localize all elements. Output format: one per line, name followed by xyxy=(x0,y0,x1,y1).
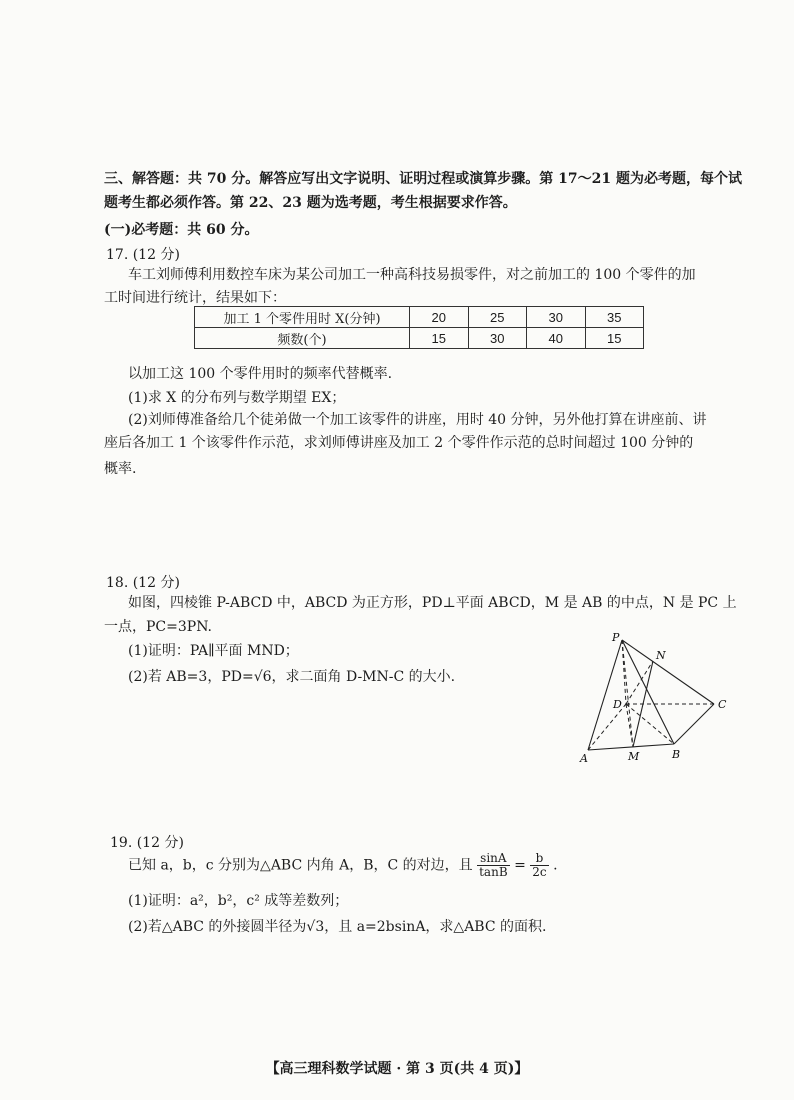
section-heading-line1: 三、解答题：共 70 分。解答应写出文字说明、证明过程或演算步骤。第 17～21 题为必考题，每个试 xyxy=(104,171,742,187)
q17-part2-line1: (2)刘师傅准备给几个徒弟做一个加工该零件的讲座，用时 40 分钟，另外他打算在讲座前、讲 xyxy=(128,412,707,428)
table-row xyxy=(195,328,644,349)
table-cell: 15 xyxy=(585,328,644,349)
q19-line1 xyxy=(128,852,558,879)
label-D: D xyxy=(613,698,622,711)
table-row xyxy=(195,307,644,328)
fraction-denominator: 2c xyxy=(532,865,547,879)
table-cell: 35 xyxy=(585,307,644,328)
label-N: N xyxy=(656,649,666,662)
pyramid-figure xyxy=(578,632,748,768)
q18-part2: (2)若 AB=3，PD=√6，求二面角 D-MN-C 的大小. xyxy=(128,669,456,685)
q17-part1: (1)求 X 的分布列与数学期望 EX； xyxy=(128,390,346,406)
label-C: C xyxy=(718,698,727,711)
required-subheading: (一)必考题：共 60 分。 xyxy=(104,222,259,238)
q17-part2-line2: 座后各加工 1 个该零件作示范，求刘师傅讲座及加工 2 个零件作示范的总时间超过 100 分钟的 xyxy=(104,435,694,451)
fraction-sinA-tanB xyxy=(477,852,510,879)
fraction-numerator: sinA xyxy=(477,852,510,866)
q17-number: 17. (12 分) xyxy=(106,247,180,263)
label-P: P xyxy=(612,632,620,644)
label-B: B xyxy=(672,748,681,761)
table-header-count: 频数(个) xyxy=(195,328,410,349)
segment-DB xyxy=(626,704,674,744)
q17-line2: 工时间进行统计，结果如下： xyxy=(104,290,286,306)
section-heading-line2: 题考生都必须作答。第 22、23 题为选考题，考生根据要求作答。 xyxy=(104,195,517,211)
q19-line1-end: . xyxy=(553,857,558,874)
table-cell: 20 xyxy=(410,307,469,328)
segment-PM xyxy=(622,640,633,747)
page-footer: 【高三理科数学试题 · 第 3 页(共 4 页)】 xyxy=(265,1061,529,1077)
equals-sign: = xyxy=(514,857,526,874)
q17-frequency-table xyxy=(194,306,644,349)
table-cell: 25 xyxy=(468,307,527,328)
label-A: A xyxy=(580,752,588,765)
q18-number: 18. (12 分) xyxy=(106,575,180,591)
table-cell: 30 xyxy=(527,307,586,328)
q17-line3: 以加工这 100 个零件用时的频率代替概率. xyxy=(128,366,393,382)
fraction-numerator: b xyxy=(530,852,548,866)
fraction-b-2c xyxy=(530,852,548,879)
edge-PA xyxy=(588,640,622,750)
table-cell: 15 xyxy=(410,328,469,349)
q19-number: 19. (12 分) xyxy=(110,835,184,851)
fraction-denominator: tanB xyxy=(479,865,508,879)
q19-part2: (2)若△ABC 的外接圆半径为√3，且 a=2bsinA，求△ABC 的面积. xyxy=(128,919,547,935)
q17-part2-line3: 概率. xyxy=(104,461,137,477)
q18-line2: 一点，PC=3PN. xyxy=(104,619,212,635)
q19-part1: (1)证明：a²，b²，c² 成等差数列； xyxy=(128,893,349,909)
edge-PC xyxy=(622,640,714,704)
segment-DN xyxy=(626,661,653,704)
table-header-time: 加工 1 个零件用时 X(分钟) xyxy=(195,307,410,328)
q19-line1-text: 已知 a，b，c 分别为△ABC 内角 A，B，C 的对边，且 xyxy=(128,857,473,874)
q17-line1: 车工刘师傅利用数控车床为某公司加工一种高科技易损零件，对之前加工的 100 个零件的加 xyxy=(128,267,696,283)
edge-BC xyxy=(674,704,714,744)
table-cell: 30 xyxy=(468,328,527,349)
table-cell: 40 xyxy=(527,328,586,349)
label-M: M xyxy=(628,750,640,763)
q18-line1: 如图，四棱锥 P-ABCD 中，ABCD 为正方形，PD⊥平面 ABCD，M 是 AB 的中点，N 是 PC 上 xyxy=(128,595,737,611)
q18-part1: (1)证明：PA∥平面 MND； xyxy=(128,643,299,659)
